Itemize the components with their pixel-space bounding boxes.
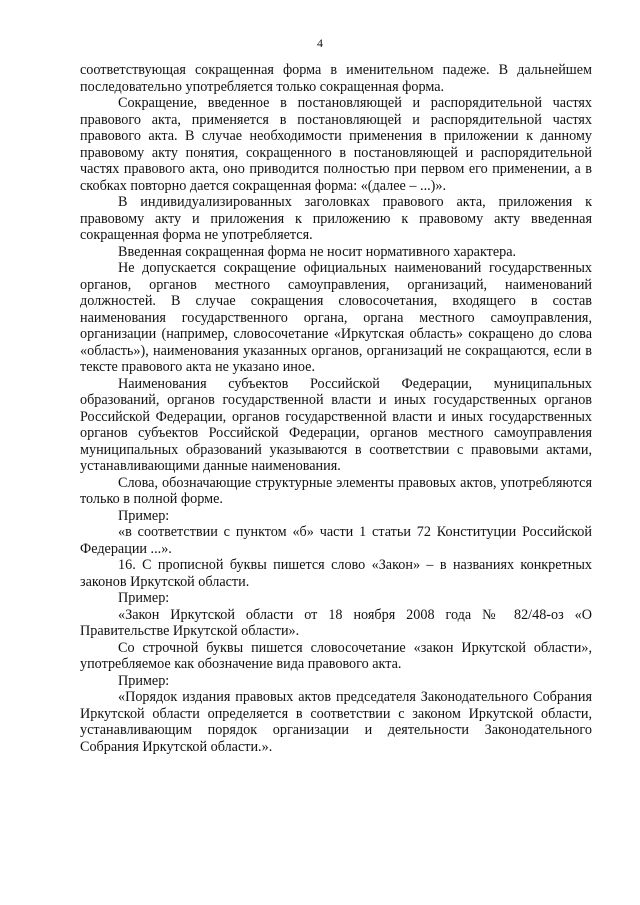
paragraph-abbreviation-scope: Сокращение, введенное в постановляющей и распорядительной частях правового акта, применяется в постановляющей и распорядительной частях правового акта. В случае необходимости применения в приложении к данному правовому акту понятия, сокращенного в постановляющей и распорядительной частях правового акта, оно приводится полностью при первом его применении, а в скобках повторно дается сокращенная форма: «(далее – ...)». <box>80 95 592 194</box>
paragraph-not-normative: Введенная сокращенная форма не носит нормативного характера. <box>118 243 517 260</box>
paragraph-continuation: соответствующая сокращенная форма в именительном падеже. В дальнейшем последовательно употребляется только сокращенная форма. <box>80 62 592 95</box>
page-number: 4 <box>317 36 323 50</box>
paragraph-item-16: 16. С прописной буквы пишется слово «Закон» – в названиях конкретных законов Иркутской области. <box>80 557 592 590</box>
paragraph-lowercase-rule: Со строчной буквы пишется словосочетание «закон Иркутской области», употребляемое как обозначение вида правового акта. <box>80 639 592 672</box>
example-text: «Порядок издания правовых актов председателя Законодательного Собрания Иркутской области определяется в соответствии с законом Иркутской области, устанавливающим порядок организации и деятельности Законодательного Собрания Иркутской области.». <box>80 689 592 755</box>
paragraph-official-names: Не допускается сокращение официальных наименований государственных органов, органов местного самоуправления, организаций, наименований должностей. В случае сокращения словосочетания, входящего в состав наименования государственного органа, органа местного самоуправления, организации (например, словосочетание «Иркутская область» сокращено до слова «область»), наименования указанных органов, организаций не сокращаются, если в тексте правового акта не указано иное. <box>80 260 592 375</box>
example-text: «Закон Иркутской области от 18 ноября 2008 года № 82/48-оз «О Правительстве Иркутской области». <box>80 606 592 639</box>
example-label: Пример: <box>118 590 170 606</box>
document-body <box>80 62 592 755</box>
example-label: Пример: <box>118 672 170 689</box>
paragraph-headings-rule: В индивидуализированных заголовках правового акта, приложения к правовому акту и приложения к приложению к правовому акту введенная сокращенная форма не употребляется. <box>80 194 592 243</box>
paragraph-structural-elements: Слова, обозначающие структурные элементы правовых актов, употребляются только в полной форме. <box>80 474 592 507</box>
paragraph-subject-names: Наименования субъектов Российской Федерации, муниципальных образований, органов государственной власти и иных государственных органов Российской Федерации, органов государственной власти и иных государственных органов субъектов Российской Федерации, органов местного самоуправления муниципальных образований указываются в соответствии с правовыми актами, устанавливающими данные наименования. <box>80 375 592 474</box>
example-text: «в соответствии с пунктом «б» части 1 статьи 72 Конституции Российской Федерации ...». <box>80 524 592 557</box>
example-label: Пример: <box>118 507 170 524</box>
